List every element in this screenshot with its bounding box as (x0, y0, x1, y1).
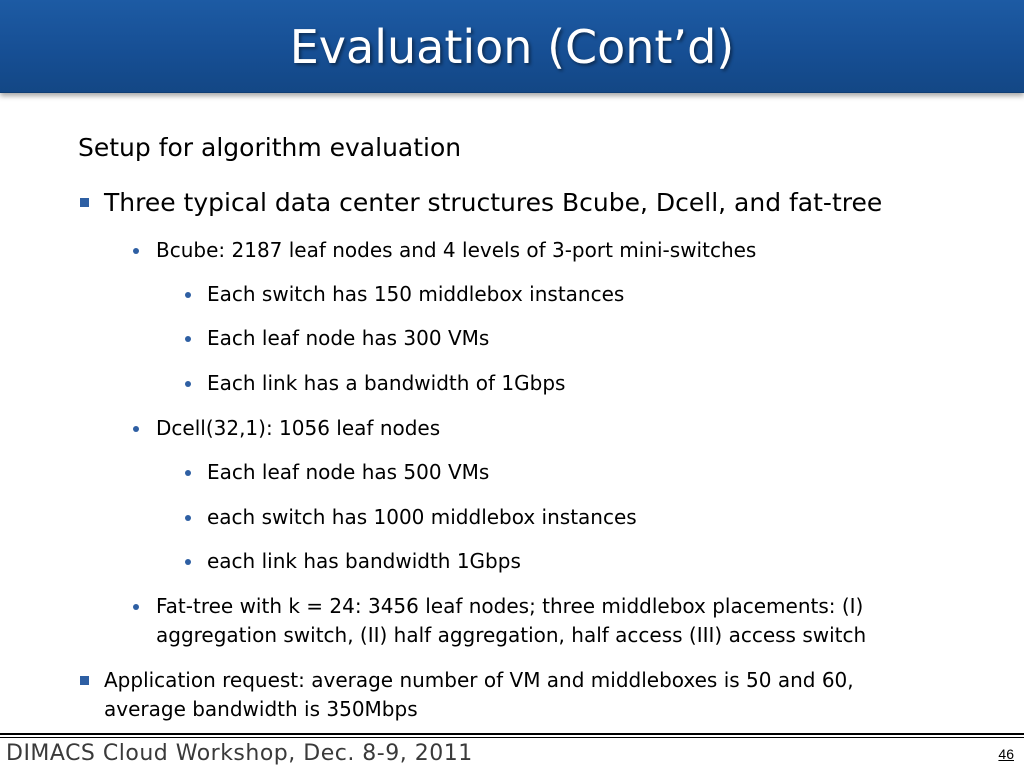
page-number: 46 (998, 746, 1014, 762)
dcell-item: each link has bandwidth 1Gbps (207, 549, 521, 573)
dot-bullet-icon (185, 470, 191, 476)
bullet-application-line2: average bandwidth is 350Mbps (104, 697, 418, 721)
footer-divider (0, 733, 1024, 735)
intro-text: Setup for algorithm evaluation (78, 133, 462, 162)
bullet-structures: Three typical data center structures Bcube, Dcell, and fat-tree (104, 188, 883, 217)
dot-bullet-icon (133, 604, 139, 610)
bullet-fattree-line2: aggregation switch, (II) half aggregation, half access (III) access switch (156, 623, 867, 647)
dot-bullet-icon (133, 248, 139, 254)
dot-bullet-icon (185, 336, 191, 342)
bcube-item: Each link has a bandwidth of 1Gbps (207, 371, 566, 395)
square-bullet-icon (80, 676, 89, 685)
dot-bullet-icon (185, 292, 191, 298)
dot-bullet-icon (185, 381, 191, 387)
dcell-item: Each leaf node has 500 VMs (207, 460, 490, 484)
footer-divider (0, 737, 1024, 738)
bcube-item: Each leaf node has 300 VMs (207, 326, 490, 350)
dcell-item: each switch has 1000 middlebox instances (207, 505, 637, 529)
bullet-fattree-line1: Fat-tree with k = 24: 3456 leaf nodes; three middlebox placements: (I) (156, 594, 864, 618)
bullet-bcube: Bcube: 2187 leaf nodes and 4 levels of 3-port mini-switches (156, 238, 757, 262)
bullet-dcell: Dcell(32,1): 1056 leaf nodes (156, 416, 441, 440)
dot-bullet-icon (185, 559, 191, 565)
bcube-item: Each switch has 150 middlebox instances (207, 282, 625, 306)
title-bar (0, 0, 1024, 93)
footer-text: DIMACS Cloud Workshop, Dec. 8-9, 2011 (6, 741, 473, 766)
bullet-application-line1: Application request: average number of VM and middleboxes is 50 and 60, (104, 668, 854, 692)
dot-bullet-icon (185, 515, 191, 521)
square-bullet-icon (80, 198, 89, 207)
slide-title: Evaluation (Cont’d) (289, 20, 735, 74)
dot-bullet-icon (133, 426, 139, 432)
